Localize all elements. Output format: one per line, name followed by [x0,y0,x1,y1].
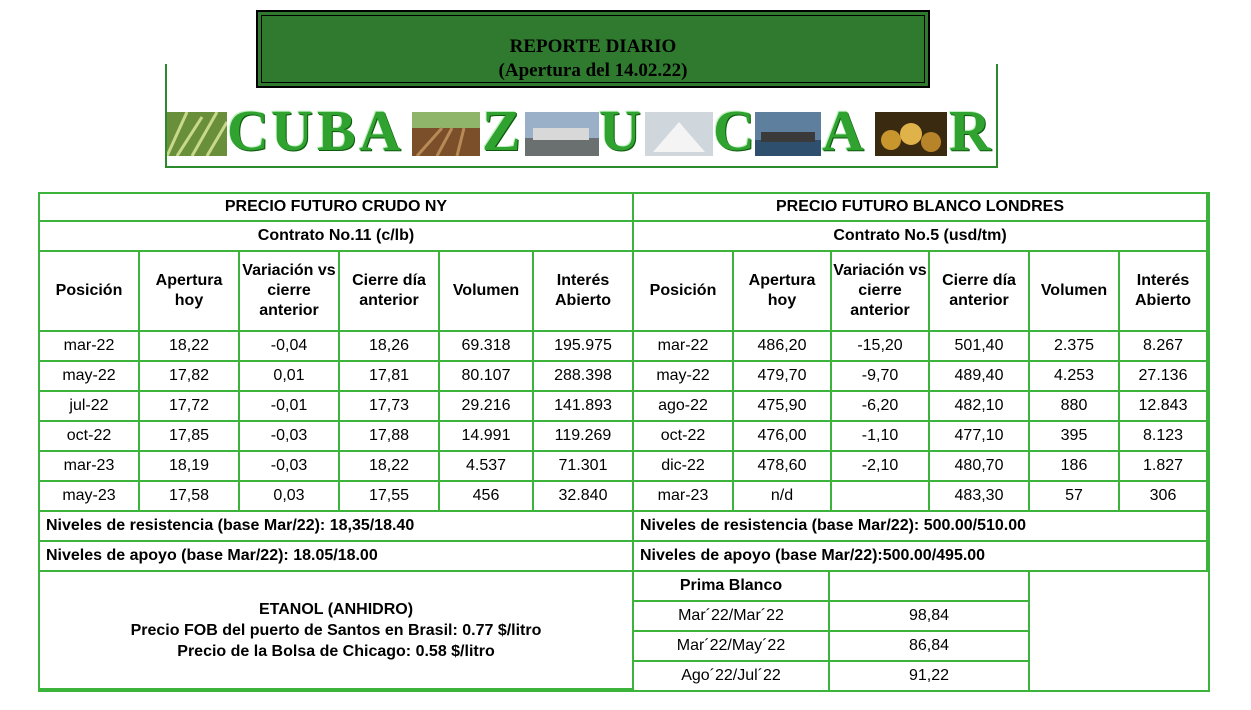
ny-table-cell: 195.975 [534,332,634,362]
ny-table-cell: 17,85 [140,422,240,452]
logo-letter-a: A [359,98,401,163]
logo-letter-c2: C [713,98,755,163]
ny-table-cell: -0,01 [240,392,340,422]
london-table-cell: n/d [734,482,832,512]
london-table-cell: 880 [1030,392,1120,422]
field-image [412,112,480,156]
ny-table-cell: 456 [440,482,534,512]
ny-table-cell: 17,81 [340,362,440,392]
london-table-cell: oct-22 [634,422,734,452]
london-table-cell: 1.827 [1120,452,1208,482]
prima-period: Mar´22/Mar´22 [634,602,830,632]
prima-blanco-header-blank [830,572,1030,602]
ny-column-header: Volumen [440,252,534,332]
ny-table-cell: oct-22 [40,422,140,452]
london-table-cell: -1,10 [832,422,930,452]
ny-column-header: Apertura hoy [140,252,240,332]
etanol-santos-price: Precio FOB del puerto de Santos en Brasil: 0.77 $/litro [130,621,542,639]
ny-table-cell: 17,72 [140,392,240,422]
london-table-cell: 475,90 [734,392,832,422]
ny-table-cell: 141.893 [534,392,634,422]
london-table-cell: -15,20 [832,332,930,362]
london-table-cell: 501,40 [930,332,1030,362]
london-table-cell: mar-22 [634,332,734,362]
ny-column-header: Posición [40,252,140,332]
london-table-cell: 476,00 [734,422,832,452]
prima-period: Ago´22/Jul´22 [634,662,830,692]
london-table-cell: 2.375 [1030,332,1120,362]
ny-table-cell: 288.398 [534,362,634,392]
ny-column-header: Variación vs cierre anterior [240,252,340,332]
london-table-cell: -9,70 [832,362,930,392]
london-table-cell: ago-22 [634,392,734,422]
ny-table-cell: 29.216 [440,392,534,422]
prima-value: 86,84 [830,632,1030,662]
london-table-cell: -6,20 [832,392,930,422]
etanol-block [40,572,634,690]
ny-table-cell: 71.301 [534,452,634,482]
london-contract-label: Contrato No.5 (usd/tm) [634,222,1208,252]
prima-value: 91,22 [830,662,1030,692]
ny-table-cell: mar-22 [40,332,140,362]
ny-table-cell: 17,58 [140,482,240,512]
report-title: REPORTE DIARIO [509,36,677,57]
report-subtitle: (Apertura del 14.02.22) [498,60,688,81]
london-table-cell: 478,60 [734,452,832,482]
logo-letter-a2: A [822,98,864,163]
london-table-cell: 489,40 [930,362,1030,392]
london-support-levels: Niveles de apoyo (base Mar/22):500.00/495.00 [634,542,1208,572]
sugarcane-image [167,112,227,156]
ny-table-cell: 18,19 [140,452,240,482]
prima-blanco-title: Prima Blanco [634,572,830,602]
london-column-header: Variación vs cierre anterior [832,252,930,332]
london-column-header: Interés Abierto [1120,252,1208,332]
london-column-header: Cierre día anterior [930,252,1030,332]
logo-letter-r: R [949,98,991,163]
ny-table-cell: 18,22 [140,332,240,362]
ny-table-cell: -0,03 [240,452,340,482]
ny-support-levels: Niveles de apoyo (base Mar/22): 18.05/18.00 [40,542,634,572]
london-table-cell [832,482,930,512]
london-column-header: Volumen [1030,252,1120,332]
prima-period: Mar´22/May´22 [634,632,830,662]
logo-letter-z: Z [482,98,521,163]
london-table-cell: 8.123 [1120,422,1208,452]
logo-letter-c: C [227,98,269,163]
factory-image [525,112,599,156]
london-table-cell: 27.136 [1120,362,1208,392]
ny-column-header: Cierre día anterior [340,252,440,332]
london-column-header: Apertura hoy [734,252,832,332]
london-table-cell: 479,70 [734,362,832,392]
london-table-cell: dic-22 [634,452,734,482]
ny-table-title: PRECIO FUTURO CRUDO NY [40,194,634,222]
coins-image [875,112,947,156]
ny-table-cell: may-23 [40,482,140,512]
london-table-cell: 486,20 [734,332,832,362]
ny-column-header: Interés Abierto [534,252,634,332]
logo-letter-u2: U [599,98,641,163]
ny-table-cell: 119.269 [534,422,634,452]
logo-letter-u: U [271,98,313,163]
etanol-chicago-price: Precio de la Bolsa de Chicago: 0.58 $/litro [177,642,495,660]
ny-table-cell: 17,73 [340,392,440,422]
ny-table-cell: 0,03 [240,482,340,512]
london-table-cell: 477,10 [930,422,1030,452]
prima-value: 98,84 [830,602,1030,632]
ny-table-cell: 69.318 [440,332,534,362]
ny-table-cell: mar-23 [40,452,140,482]
london-table-title: PRECIO FUTURO BLANCO LONDRES [634,194,1208,222]
ny-table-cell: 17,55 [340,482,440,512]
ny-table-cell: 4.537 [440,452,534,482]
london-table-cell: 12.843 [1120,392,1208,422]
ny-table-cell: 18,26 [340,332,440,362]
ny-contract-label: Contrato No.11 (c/lb) [40,222,634,252]
london-table-cell: may-22 [634,362,734,392]
london-table-cell: 483,30 [930,482,1030,512]
london-column-header: Posición [634,252,734,332]
ny-table-cell: -0,03 [240,422,340,452]
london-table-cell: 4.253 [1030,362,1120,392]
ny-table-cell: may-22 [40,362,140,392]
ny-table-cell: 18,22 [340,452,440,482]
ny-table-cell: jul-22 [40,392,140,422]
report-title-box [256,10,930,88]
london-table-cell: 482,10 [930,392,1030,422]
ny-table-cell: -0,04 [240,332,340,362]
ship-image [755,112,821,156]
ny-resistance-levels: Niveles de resistencia (base Mar/22): 18,35/18.40 [40,512,634,542]
sugar-image [645,112,713,156]
ny-table-cell: 80.107 [440,362,534,392]
london-table-cell: 480,70 [930,452,1030,482]
london-table-cell: 186 [1030,452,1120,482]
london-table-cell: mar-23 [634,482,734,512]
london-resistance-levels: Niveles de resistencia (base Mar/22): 500.00/510.00 [634,512,1208,542]
ny-table-cell: 17,82 [140,362,240,392]
london-table-cell: 57 [1030,482,1120,512]
london-table-cell: 306 [1120,482,1208,512]
ny-table-cell: 14.991 [440,422,534,452]
london-table-cell: 395 [1030,422,1120,452]
logo-letter-b: B [317,98,356,163]
cubazucar-logo [167,100,996,162]
london-table-cell: 8.267 [1120,332,1208,362]
etanol-title: ETANOL (ANHIDRO) [258,600,414,618]
london-table-cell: -2,10 [832,452,930,482]
ny-table-cell: 17,88 [340,422,440,452]
ny-table-cell: 0,01 [240,362,340,392]
ny-table-cell: 32.840 [534,482,634,512]
